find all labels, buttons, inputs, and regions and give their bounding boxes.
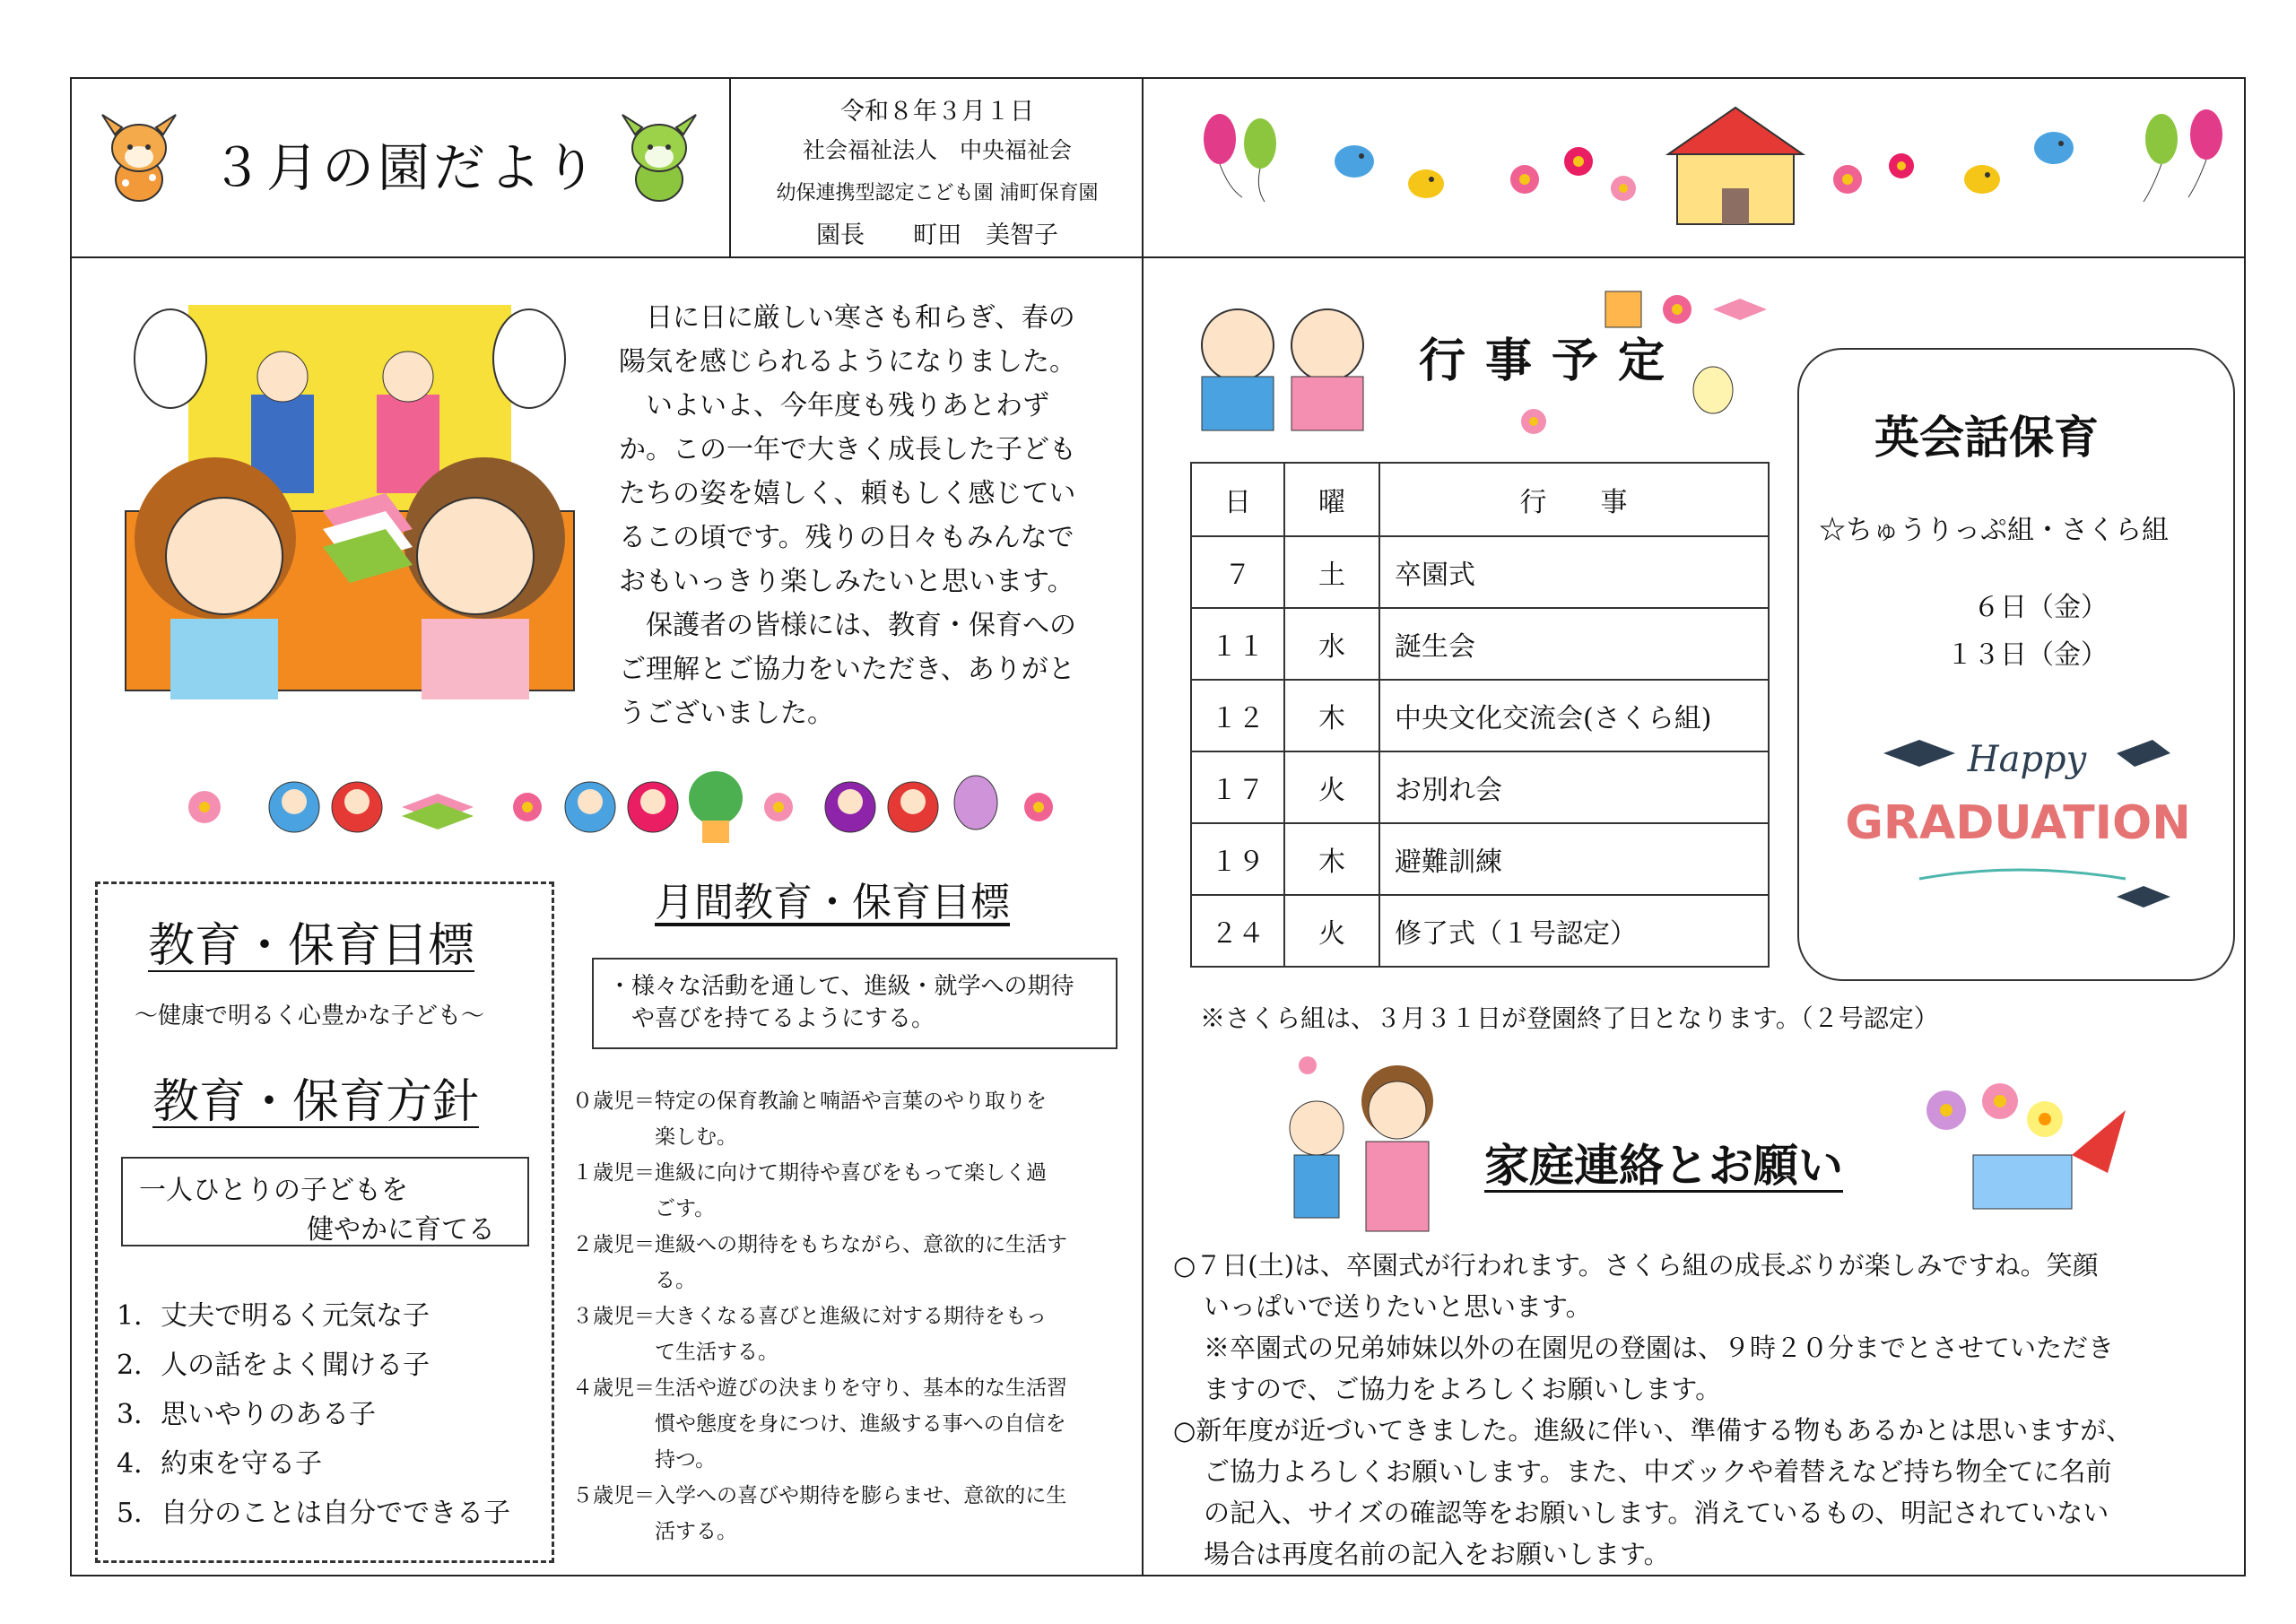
graduation-cap-icon [1883,740,1955,767]
list-item: 1．丈夫で明るく元気な子 [117,1300,430,1332]
list-item: 3．思いやりのある子 [117,1399,377,1430]
age-goal-list [572,1083,1128,1550]
notice-line: の記入、サイズの確認等をお願いします。消えているもの、明記されていない [1204,1498,2109,1528]
goals-subtitle: ～健康で明るく心豊かな子ども～ [135,1003,485,1029]
doll-icon [1292,309,1363,430]
age-goal-text: 活する。 [655,1520,737,1543]
flower-icon [1889,153,1914,178]
hina-border-decoration [106,762,1110,852]
badge-graduation: GRADUATION [1845,796,2191,850]
age-label: １歳児＝ [572,1161,655,1185]
greeting-line: ご理解とご協力をいただき、ありがと [619,654,1075,685]
doll-icon [565,782,615,832]
age-goal-text: 大きくなる喜びと進級に対する期待をもっ [655,1305,1047,1328]
events-heading: 行事予定 [1419,334,1685,388]
graduation-cap-icon [2117,740,2170,767]
table-row [1191,608,1769,680]
graduation-badge [1845,717,2191,933]
event-weekday: 土 [1284,536,1379,608]
table-row [1191,823,1769,895]
event-name: 誕生会 [1379,608,1769,680]
age-goal-text: 生活や遊びの決まりを守り、基本的な生活習 [655,1376,1067,1400]
monthly-heading: 月間教育・保育目標 [655,880,1010,925]
flower-icon [1521,409,1546,434]
age-label: ３歳児＝ [572,1305,655,1328]
table-row [1191,895,1769,967]
notice-line: ※卒園式の兄弟姉妹以外の在園児の登園は、９時２０分までとさせていただき [1204,1333,2115,1363]
list-item: 2．人の話をよく聞ける子 [117,1350,430,1381]
age-label: ５歳児＝ [572,1484,655,1507]
doll-icon [825,782,875,832]
doll-icon [269,782,319,832]
badge-happy: Happy [1967,739,2087,780]
list-item [572,1478,1128,1550]
list-item [572,1227,1128,1298]
greeting-line: るこの頃です。残りの日々もみんなで [619,522,1074,553]
greeting-line: 日に日に厳しい寒さも和らぎ、春の [619,302,1075,334]
table-row [1191,751,1769,823]
flower-icon [1564,147,1593,176]
event-weekday: 木 [1284,823,1379,895]
list-item: 5．自分のことは自分でできる子 [117,1498,511,1529]
event-name: 中央文化交流会(さくら組) [1379,680,1769,751]
monthly-goal-box [592,958,1118,1049]
list-item [572,1298,1128,1370]
age-goal-text: ごす。 [655,1197,716,1220]
age-goal-text: る。 [655,1269,696,1292]
col-event-header: 行 事 [1379,463,1769,536]
age-label: ４歳児＝ [572,1376,655,1400]
event-name: 卒園式 [1379,536,1769,608]
home-heading: 家庭連絡とお願い [1484,1140,1843,1192]
age-goal-text: 楽しむ。 [655,1125,737,1149]
event-day: １７ [1191,751,1284,823]
flower-icon [1982,1083,2018,1119]
greeting-line: 保護者の皆様には、教育・保育への [619,610,1076,641]
bird-icon [1408,169,1444,198]
balloon-icon [1204,114,1242,197]
deer-icon [610,108,709,215]
english-heading: 英会話保育 [1874,412,2099,464]
doll-icon [888,782,938,832]
col-weekday-header: 曜 [1284,463,1379,536]
lantern-icon [1693,367,1733,413]
flower-icon [764,793,793,821]
tree-icon [689,771,743,843]
column-divider [1142,77,1144,1576]
school-icon [1668,108,1803,224]
greeting-line: うございました。 [619,698,834,729]
bird-icon [1335,145,1374,178]
corporation-name: 社会福祉法人 中央福祉会 [802,137,1072,163]
flower-icon [1926,1090,1966,1130]
flower-icon [1611,176,1636,201]
goal-list [117,1291,510,1538]
home-notices [1173,1245,2231,1575]
doll-icon [628,782,678,832]
age-label: ２歳児＝ [572,1233,655,1256]
event-day: １２ [1191,680,1284,751]
flower-icon [188,791,221,823]
notice-line: ○７日(土)は、卒園式が行われます。さくら組の成長ぶりが楽しみですね。笑顔 [1173,1250,2099,1281]
age-goal-text: 進級に向けて期待や喜びをもって楽しく過 [655,1161,1047,1185]
english-groups: ☆ちゅうりっぷ組・さくら組 [1819,515,2169,546]
bird-icon [2034,132,2074,164]
header-divider [70,256,2246,258]
list-item: 4．約束を守る子 [117,1448,323,1480]
event-name: 修了式（１号認定） [1379,895,1769,967]
newsletter-title: ３月の園だより [211,137,601,198]
hina-matsuri-illustration [117,287,583,735]
greeting-line: 陽気を感じられるようになりました。 [619,346,1076,378]
school-name: 幼保連携型認定こども園 浦町保育園 [776,182,1099,204]
policy-line: 健やかに育てる [307,1214,495,1246]
notice-line: いっぱいで送りたいと思います。 [1204,1291,1592,1322]
balloon-icon [2188,109,2222,197]
greeting-line: いよいよ、今年度も残りあとわず [619,390,1049,421]
events-note: ※さくら組は、３月３１日が登園終了日となります。（２号認定） [1200,1003,1939,1033]
hishimochi-icon [402,794,474,829]
flower-icon [1510,165,1539,194]
goals-heading: 教育・保育目標 [148,919,475,973]
notice-line: ○新年度が近づいてきました。進級に伴い、準備する物もあるかとは思いますが、 [1173,1415,2133,1446]
age-goal-text: 慣や態度を身につけ、進級する事への自信を [655,1412,1066,1436]
monthly-goal-line: ・様々な活動を通して、進級・就学への期待 [608,973,1074,1000]
event-day: １９ [1191,823,1284,895]
policy-line: 一人ひとりの子どもを [139,1175,408,1206]
policy-box [121,1157,529,1246]
age-goal-text: 持つ。 [655,1448,717,1472]
col-day-header: 日 [1191,463,1284,536]
doll-icon [1202,309,1274,430]
event-day: ２４ [1191,895,1284,967]
event-weekday: 木 [1284,680,1379,751]
age-goal-text: 入学への喜びや期待を膨らませ、意欲的に生 [655,1484,1067,1507]
deer-icon [90,108,188,215]
lantern-icon [954,776,997,829]
graduation-cap-icon [2117,886,2170,908]
event-weekday: 火 [1284,751,1379,823]
english-date: ６日（金） [1973,592,2108,623]
list-item [572,1155,1128,1227]
greeting-text [619,296,1121,735]
list-item [572,1083,1128,1155]
flower-icon [1833,165,1862,194]
event-day: １１ [1191,608,1284,680]
flower-icon [513,793,542,821]
hishimochi-icon [1713,299,1767,320]
age-label: ０歳児＝ [572,1090,655,1113]
greeting-line: おもいっきり楽しみたいと思います。 [619,566,1074,597]
english-date: １３日（金） [1946,639,2108,671]
event-day: ７ [1191,536,1284,608]
events-table [1190,462,1770,968]
event-name: 避難訓練 [1379,823,1769,895]
flowers-gift-illustration [1910,1074,2135,1218]
age-goal-text: 進級への期待をもちながら、意欲的に生活す [655,1233,1067,1256]
event-weekday: 火 [1284,895,1379,967]
notice-line: 場合は再度名前の記入をお願いします。 [1204,1539,1670,1569]
monthly-goal-line: や喜びを持てるようにする。 [608,1005,935,1032]
table-row [1191,536,1769,608]
list-item [572,1370,1128,1478]
greeting-line: たちの姿を嬉しく、頼もしく感じてい [619,478,1076,509]
doll-icon [332,782,382,832]
issue-date: 令和８年３月１日 [840,98,1034,126]
flower-icon [2027,1101,2063,1137]
notice-line: ご協力よろしくお願いします。また、中ズックや着替えなど持ち物全てに名前 [1204,1456,2112,1487]
balloon-icon [1244,118,1276,202]
children-illustration [1272,1047,1469,1236]
flower-icon [1024,793,1053,821]
policy-heading: 教育・保育方針 [152,1075,480,1129]
bird-icon [1964,165,2000,194]
age-goal-text: て生活する。 [655,1341,778,1364]
flower-icon [1663,295,1692,324]
principal-name: 園長 町田 美智子 [816,221,1058,249]
greeting-line: か。この一年で大きく成長した子ども [619,434,1076,465]
event-name: お別れ会 [1379,751,1769,823]
table-row [1191,680,1769,751]
notice-line: ますので、ご協力をよろしくお願いします。 [1204,1374,1722,1404]
sake-icon [1605,291,1641,327]
balloon-icon [2144,114,2178,202]
age-goal-text: 特定の保育教諭と喃語や言葉のやり取りを [655,1090,1047,1113]
header-decoration [1193,99,2242,242]
event-weekday: 水 [1284,608,1379,680]
table-header-row [1191,463,1769,536]
